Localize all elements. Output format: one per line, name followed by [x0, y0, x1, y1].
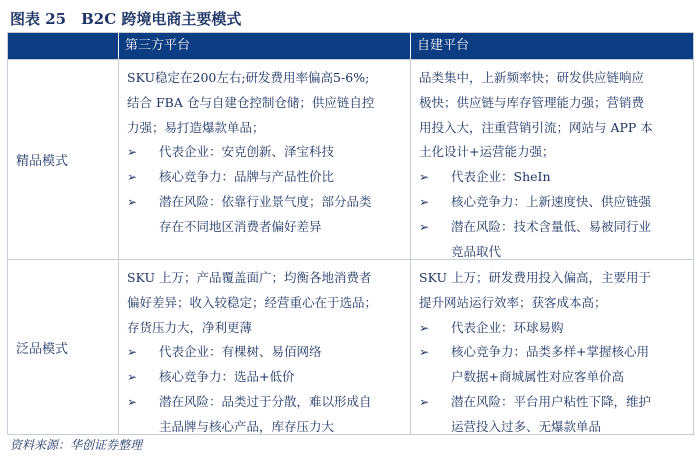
- row-label: 精品模式: [8, 60, 119, 259]
- header-empty: [8, 33, 119, 59]
- bullet-text: 代表企业：有棵树、易佰网络: [159, 344, 322, 360]
- description-line: SKU 上万；研发费用投入偏高，主要用于: [419, 270, 651, 285]
- description-line: 品类集中，上新频率快；研发供应链响应: [419, 70, 645, 85]
- bullet-text: 潜在风险：平台用户粘性下降，维护: [451, 393, 652, 409]
- bullet-text: 潜在风险：技术含量低、易被同行业: [451, 218, 652, 234]
- description-line: 力强；易打造爆款单品；: [127, 119, 265, 135]
- own-platform-cell: [411, 60, 693, 259]
- bullet-item: [127, 365, 406, 390]
- bullet-item: [419, 165, 689, 190]
- bullet-text: 核心竞争力：上新速度快、供应链强: [451, 193, 652, 209]
- table-row: [8, 259, 693, 434]
- comparison-table: [7, 32, 694, 435]
- bullet-item: [127, 340, 406, 365]
- arrow-bullet-icon: ➢: [419, 394, 430, 409]
- own-platform-cell: [411, 260, 693, 434]
- bullet-text: 主品牌与核心产品，库存压力大: [159, 418, 335, 434]
- bullet-text: 竞品取代: [451, 243, 502, 259]
- header-own-platform: 自建平台: [417, 38, 470, 53]
- description-line: SKU 上万；产品覆盖面广；均衡各地消费者: [127, 270, 372, 285]
- description-line: 用投入大，注重营销引流；网站与 APP 本: [419, 119, 653, 135]
- bullet-item: [419, 340, 689, 390]
- bullet-item: [127, 140, 406, 165]
- bullet-text: 潜在风险：品类过于分散，难以形成自: [159, 393, 372, 409]
- bullet-item: [419, 316, 689, 341]
- figure-title: 图表 25 B2C 跨境电商主要模式: [10, 10, 242, 28]
- description-line: 提升网站运行效率；获客成本高；: [419, 294, 607, 310]
- bullet-text: 核心竞争力：选品+低价: [159, 369, 295, 385]
- bullet-text: 核心竞争力：品类多样+掌握核心用: [451, 344, 649, 360]
- arrow-bullet-icon: ➢: [127, 394, 138, 409]
- bullet-text: 代表企业：安克创新、泽宝科技: [159, 144, 335, 160]
- bullet-text: 核心竞争力：品牌与产品性价比: [159, 169, 335, 185]
- source-note: 资料来源：华创证券整理: [10, 438, 143, 452]
- third-party-cell: [119, 60, 411, 259]
- description-line: 土化设计+运营能力强；: [419, 144, 555, 160]
- arrow-bullet-icon: ➢: [419, 320, 430, 335]
- arrow-bullet-icon: ➢: [127, 170, 138, 185]
- row-label: 泛品模式: [8, 260, 119, 434]
- bullet-text: 运营投入过多、无爆款单品: [451, 418, 602, 434]
- bullet-text: 存在不同地区消费者偏好差异: [159, 218, 322, 234]
- bullet-item: [127, 390, 406, 440]
- description-line: 结合 FBA 仓与自建仓控制仓储；供应链自控: [127, 94, 375, 110]
- bullet-item: [127, 165, 406, 190]
- header-third-party: 第三方平台: [119, 33, 411, 59]
- description-line: 极快；供应链与库存管理能力强；营销费: [419, 94, 645, 110]
- bullet-item: [127, 190, 406, 240]
- arrow-bullet-icon: ➢: [419, 345, 430, 360]
- bullet-item: [419, 190, 689, 215]
- description-line: 存货压力大，净利更薄: [127, 319, 253, 335]
- bullet-text: 潜在风险：依靠行业景气度；部分品类: [159, 193, 372, 209]
- table-row: [8, 59, 693, 259]
- description-line: 偏好差异；收入较稳定；经营重心在于选品；: [127, 294, 378, 310]
- arrow-bullet-icon: ➢: [127, 145, 138, 160]
- arrow-bullet-icon: ➢: [127, 345, 138, 360]
- arrow-bullet-icon: ➢: [127, 194, 138, 209]
- description-line: SKU稳定在200左右;研发费用率偏高5-6%;: [127, 70, 370, 85]
- bullet-item: [419, 390, 689, 440]
- table-header: [8, 33, 693, 59]
- arrow-bullet-icon: ➢: [419, 170, 430, 185]
- bullet-text: 代表企业：环球易购: [451, 319, 564, 335]
- arrow-bullet-icon: ➢: [127, 370, 138, 385]
- bullet-item: [419, 215, 689, 265]
- arrow-bullet-icon: ➢: [419, 194, 430, 209]
- bullet-text: 代表企业：SheIn: [451, 169, 551, 185]
- third-party-cell: [119, 260, 411, 434]
- bullet-text: 户数据+商城属性对应客单价高: [451, 369, 624, 385]
- arrow-bullet-icon: ➢: [419, 219, 430, 234]
